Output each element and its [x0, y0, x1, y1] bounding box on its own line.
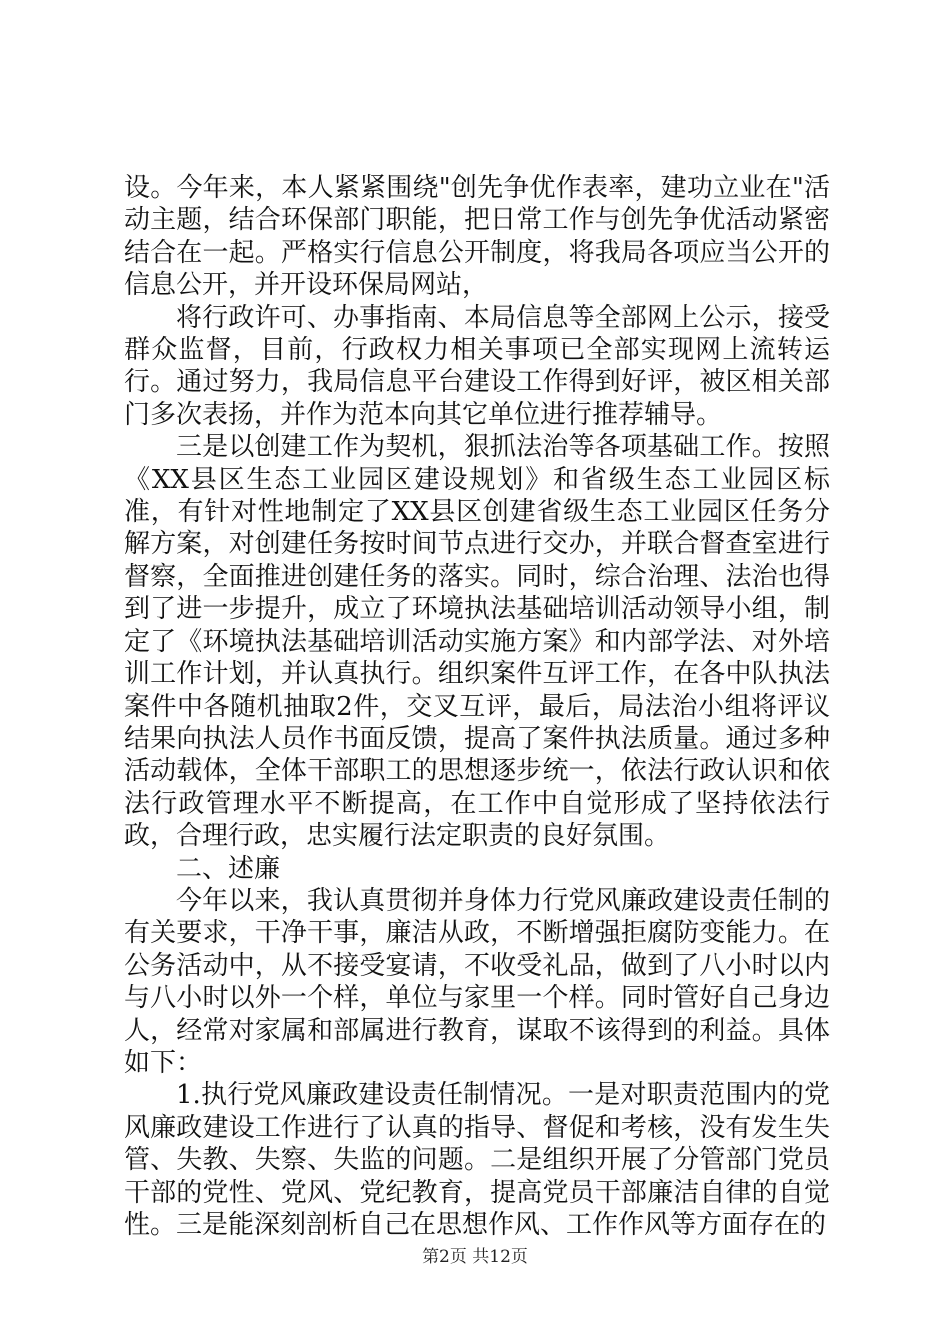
paragraph-responsibility-system: 1.执行党风廉政建设责任制情况。一是对职责范围内的党风廉政建设工作进行了认真的指导、督促和考核，没有发生失管、失教、失察、失监的问题。二是组织开展了分管部门党员干部的党性、党风、党纪教育，提高党员干部廉洁自律的自觉性。三是能深刻剖析自己在思想作风、工作作风等方面存在的: [124, 1080, 830, 1240]
section-heading-integrity: 二、述廉: [176, 853, 281, 884]
paragraph-rule-of-law: 三是以创建工作为契机，狠抓法治等各项基础工作。按照《XX县区生态工业园区建设规划》和省级生态工业园区标准，有针对性地制定了XX县区创建省级生态工业园区任务分解方案，对创建任务按时间节点进行交办，并联合督查室进行督察，全面推进创建任务的落实。同时，综合治理、法治也得到了进一步提升，成立了环境执法基础培训活动领导小组，制定了《环境执法基础培训活动实施方案》和内部学法、对外培训工作计划，并认真执行。组织案件互评工作，在各中队执法案件中各随机抽取2件，交叉互评，最后，局法治小组将评议结果向执法人员作书面反馈，提高了案件执法质量。通过多种活动载体，全体干部职工的思想逐步统一，依法行政认识和依法行政管理水平不断提高，在工作中自觉形成了坚持依法行政，合理行政，忠实履行法定职责的良好氛围。: [124, 432, 830, 852]
paragraph-continuation: 设。今年来，本人紧紧围绕"创先争优作表率，建功立业在"活动主题，结合环保部门职能，把日常工作与创先争优活动紧密结合在一起。严格实行信息公开制度，将我局各项应当公开的信息公开，并开设环保局网站，: [124, 173, 830, 301]
document-body: [124, 172, 830, 1241]
page-number-footer: 第2页 共12页: [422, 1247, 528, 1267]
paragraph-website-info: 将行政许可、办事指南、本局信息等全部网上公示，接受群众监督，目前，行政权力相关事项已全部实现网上流转运行。通过努力，我局信息平台建设工作得到好评，被区相关部门多次表扬，并作为范本向其它单位进行推荐辅导。: [124, 302, 830, 430]
paragraph-integrity-intro: 今年以来，我认真贯彻并身体力行党风廉政建设责任制的有关要求，干净干事，廉洁从政，不断增强拒腐防变能力。在公务活动中，从不接受宴请，不收受礼品，做到了八小时以内与八小时以外一个样，单位与家里一个样。同时管好自己身边人，经常对家属和部属进行教育，谋取不该得到的利益。具体如下：: [124, 885, 830, 1078]
